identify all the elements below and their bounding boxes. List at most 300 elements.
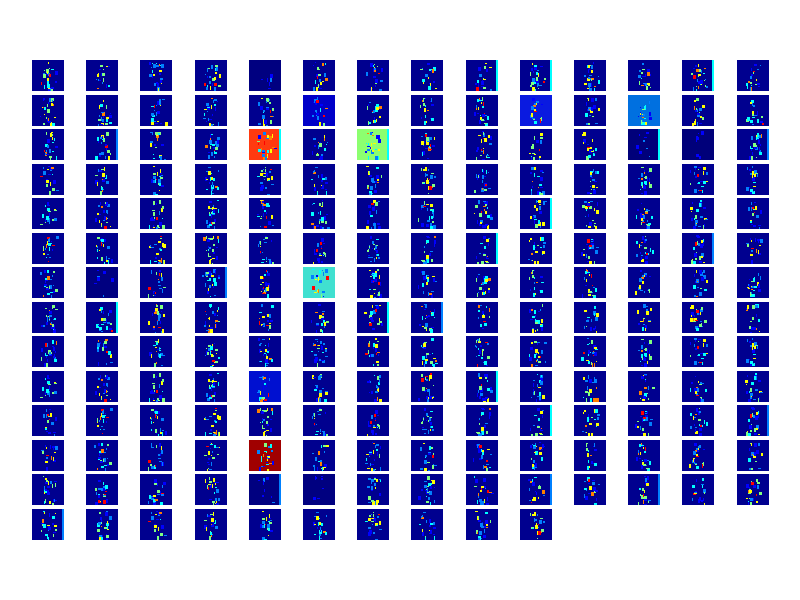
activation-blob: [706, 280, 708, 283]
activation-blob: [703, 343, 704, 347]
activation-blob: [588, 69, 589, 73]
activation-blob: [97, 343, 100, 347]
activation-blob: [258, 338, 260, 341]
activation-blob: [270, 444, 272, 448]
activation-blob: [490, 136, 492, 140]
feature-map-tile: [682, 405, 714, 436]
activation-blob: [44, 85, 45, 89]
activation-blob: [207, 111, 208, 112]
activation-blob: [376, 245, 378, 246]
activation-blob: [540, 411, 543, 414]
activation-blob: [371, 147, 372, 149]
activation-blob: [541, 237, 544, 241]
activation-blob: [268, 221, 271, 225]
activation-blob: [699, 428, 702, 431]
activation-blob: [372, 207, 375, 211]
activation-blob: [369, 530, 372, 534]
activation-blob: [211, 275, 214, 277]
activation-blob: [218, 321, 220, 322]
activation-blob: [374, 225, 376, 229]
feature-map-tile: [357, 60, 389, 91]
activation-blob: [702, 383, 704, 384]
activation-blob: [762, 123, 764, 125]
activation-blob: [264, 120, 267, 124]
activation-blob: [642, 428, 644, 431]
activation-blob: [753, 71, 755, 72]
activation-blob: [267, 150, 269, 153]
activation-blob: [379, 521, 381, 525]
activation-blob: [312, 453, 314, 454]
activation-blob: [49, 149, 51, 153]
activation-blob: [154, 363, 156, 367]
activation-blob: [162, 391, 163, 392]
feature-map-tile: [628, 95, 660, 126]
activation-blob: [211, 191, 212, 195]
activation-blob: [641, 120, 642, 124]
activation-blob: [479, 386, 482, 390]
activation-blob: [703, 167, 706, 170]
activation-blob: [703, 225, 704, 229]
activation-blob: [428, 292, 429, 296]
activation-blob: [268, 393, 269, 397]
activation-blob: [271, 176, 273, 180]
activation-blob: [542, 304, 543, 307]
activation-blob: [756, 376, 757, 380]
activation-blob: [540, 137, 543, 139]
activation-blob: [750, 443, 751, 444]
activation-blob: [424, 468, 427, 471]
activation-blob: [52, 305, 53, 309]
activation-blob: [204, 113, 205, 116]
activation-blob: [320, 82, 322, 85]
activation-blob: [750, 148, 753, 149]
activation-blob: [428, 452, 431, 453]
activation-blob: [261, 216, 262, 217]
activation-blob: [266, 444, 267, 445]
activation-blob: [47, 378, 50, 379]
activation-blob: [748, 81, 750, 83]
tile-edge-highlight: [712, 233, 714, 264]
activation-blob: [640, 452, 641, 455]
activation-blob: [753, 327, 756, 330]
activation-blob: [425, 74, 428, 77]
feature-map-tile: [411, 509, 443, 540]
activation-blob: [157, 321, 158, 325]
activation-blob: [750, 388, 752, 392]
feature-map-tile: [195, 95, 227, 126]
activation-blob: [148, 287, 151, 290]
activation-blob: [476, 346, 477, 348]
activation-blob: [753, 290, 755, 291]
activation-blob: [541, 375, 542, 377]
activation-blob: [371, 468, 373, 471]
activation-blob: [160, 173, 162, 174]
tile-edge-highlight: [496, 371, 498, 402]
activation-blob: [374, 399, 377, 402]
activation-blob: [153, 158, 155, 159]
activation-blob: [153, 292, 154, 294]
activation-blob: [52, 340, 54, 344]
activation-blob: [325, 392, 328, 395]
activation-blob: [97, 418, 98, 422]
activation-blob: [46, 389, 49, 393]
activation-blob: [322, 200, 323, 201]
activation-blob: [377, 386, 378, 389]
activation-blob: [106, 84, 107, 88]
feature-map-tile: [628, 371, 660, 402]
activation-blob: [99, 115, 100, 117]
feature-map-tile: [574, 440, 606, 471]
activation-blob: [420, 447, 422, 451]
feature-map-tile: [86, 95, 118, 126]
feature-map-tile: [682, 198, 714, 229]
activation-blob: [48, 384, 51, 385]
activation-blob: [537, 83, 539, 86]
activation-blob: [534, 219, 537, 220]
feature-map-tile: [86, 129, 118, 160]
activation-blob: [371, 521, 374, 522]
activation-blob: [212, 258, 215, 259]
activation-blob: [210, 444, 213, 445]
activation-blob: [539, 184, 542, 186]
activation-blob: [312, 204, 313, 205]
activation-blob: [214, 381, 217, 382]
activation-blob: [642, 222, 645, 223]
activation-blob: [102, 243, 103, 244]
activation-blob: [319, 409, 322, 411]
activation-blob: [100, 202, 101, 205]
activation-blob: [756, 501, 758, 503]
activation-blob: [319, 255, 322, 256]
activation-blob: [431, 480, 432, 481]
activation-blob: [49, 419, 50, 420]
activation-blob: [647, 72, 650, 76]
activation-blob: [538, 352, 539, 354]
activation-blob: [371, 500, 374, 502]
activation-blob: [47, 202, 49, 205]
activation-blob: [213, 378, 214, 380]
activation-blob: [532, 181, 533, 182]
activation-blob: [110, 323, 112, 325]
activation-blob: [428, 169, 429, 171]
activation-blob: [379, 379, 380, 383]
activation-blob: [371, 464, 374, 465]
activation-blob: [423, 291, 424, 294]
activation-blob: [587, 206, 590, 207]
activation-blob: [593, 398, 596, 402]
activation-blob: [162, 430, 164, 431]
activation-blob: [263, 204, 266, 206]
activation-blob: [160, 123, 162, 124]
activation-blob: [752, 347, 753, 350]
activation-blob: [218, 277, 220, 279]
activation-blob: [51, 456, 52, 460]
activation-blob: [313, 343, 314, 345]
activation-blob: [53, 446, 54, 450]
activation-blob: [321, 180, 323, 182]
feature-map-tile: [195, 509, 227, 540]
feature-map-tile: [32, 336, 64, 367]
activation-blob: [204, 520, 207, 521]
activation-blob: [428, 497, 430, 500]
feature-map-tile: [574, 371, 606, 402]
activation-blob: [259, 361, 260, 362]
activation-blob: [215, 152, 217, 154]
activation-blob: [212, 395, 215, 397]
activation-blob: [481, 357, 483, 359]
activation-blob: [325, 221, 327, 224]
activation-blob: [753, 498, 754, 501]
activation-blob: [326, 144, 327, 145]
activation-blob: [424, 327, 427, 329]
activation-blob: [592, 285, 593, 286]
activation-blob: [532, 78, 535, 82]
activation-blob: [103, 210, 105, 213]
activation-blob: [746, 484, 749, 488]
activation-blob: [477, 293, 478, 297]
activation-blob: [483, 170, 484, 173]
feature-map-tile: [140, 95, 172, 126]
activation-blob: [541, 449, 543, 450]
activation-blob: [702, 326, 703, 327]
activation-blob: [155, 257, 157, 259]
activation-blob: [758, 225, 761, 226]
activation-blob: [480, 243, 483, 244]
activation-blob: [650, 248, 651, 252]
activation-blob: [208, 288, 209, 291]
activation-blob: [368, 527, 371, 529]
activation-blob: [52, 188, 55, 191]
activation-blob: [642, 488, 644, 491]
activation-blob: [268, 343, 269, 347]
activation-blob: [585, 285, 587, 286]
activation-blob: [269, 205, 270, 207]
activation-blob: [758, 434, 760, 435]
activation-blob: [479, 445, 482, 448]
activation-blob: [539, 85, 542, 86]
activation-blob: [321, 445, 322, 448]
activation-blob: [106, 66, 108, 67]
activation-blob: [262, 206, 264, 209]
activation-blob: [97, 246, 98, 248]
activation-blob: [266, 430, 269, 431]
activation-blob: [324, 73, 326, 77]
activation-blob: [543, 245, 545, 248]
activation-blob: [698, 167, 701, 168]
activation-blob: [44, 70, 45, 71]
activation-blob: [587, 147, 590, 148]
activation-blob: [367, 133, 369, 134]
activation-blob: [212, 311, 214, 314]
activation-blob: [369, 122, 371, 124]
activation-blob: [206, 171, 208, 172]
activation-blob: [474, 213, 475, 214]
activation-blob: [588, 483, 590, 484]
activation-blob: [47, 276, 50, 280]
activation-blob: [540, 133, 543, 136]
activation-blob: [315, 312, 318, 313]
feature-map-tile: [357, 405, 389, 436]
activation-blob: [644, 459, 647, 462]
activation-blob: [104, 226, 107, 229]
activation-blob: [206, 189, 208, 190]
activation-blob: [650, 308, 652, 311]
activation-blob: [537, 201, 538, 202]
activation-blob: [691, 305, 694, 309]
activation-blob: [644, 118, 646, 119]
activation-blob: [488, 135, 490, 138]
activation-blob: [594, 181, 597, 182]
activation-blob: [259, 321, 260, 325]
feature-map-tile: [140, 509, 172, 540]
activation-blob: [487, 154, 488, 155]
feature-map-tile: [140, 233, 172, 264]
activation-blob: [313, 138, 316, 140]
activation-blob: [268, 88, 271, 89]
activation-blob: [155, 499, 158, 501]
activation-blob: [103, 244, 104, 247]
activation-blob: [639, 458, 641, 459]
activation-blob: [158, 88, 159, 91]
activation-blob: [477, 276, 478, 278]
activation-blob: [372, 150, 374, 152]
activation-blob: [760, 65, 761, 66]
activation-blob: [217, 101, 218, 102]
activation-blob: [751, 224, 753, 225]
activation-blob: [314, 226, 316, 229]
activation-blob: [157, 494, 160, 495]
activation-blob: [427, 220, 430, 222]
activation-blob: [370, 261, 372, 262]
activation-blob: [639, 134, 640, 136]
activation-blob: [158, 260, 160, 261]
activation-blob: [748, 399, 751, 402]
activation-blob: [154, 525, 157, 528]
activation-blob: [267, 194, 270, 195]
activation-blob: [208, 487, 209, 490]
activation-blob: [641, 72, 643, 74]
activation-blob: [646, 465, 647, 466]
activation-blob: [314, 292, 317, 293]
activation-blob: [648, 501, 649, 503]
activation-blob: [208, 206, 210, 209]
activation-blob: [431, 173, 434, 174]
activation-blob: [543, 201, 545, 205]
activation-blob: [374, 297, 376, 298]
activation-blob: [263, 157, 265, 160]
activation-blob: [258, 135, 261, 139]
activation-blob: [158, 339, 159, 343]
activation-blob: [369, 171, 370, 174]
activation-blob: [701, 256, 703, 258]
activation-blob: [534, 282, 535, 284]
feature-map-tile: [682, 164, 714, 195]
activation-blob: [539, 452, 542, 455]
activation-blob: [272, 411, 273, 415]
activation-blob: [213, 355, 214, 357]
activation-blob: [591, 98, 594, 102]
activation-blob: [589, 466, 590, 468]
activation-blob: [420, 105, 421, 108]
activation-blob: [259, 467, 261, 471]
activation-blob: [423, 206, 426, 207]
activation-blob: [423, 418, 424, 420]
activation-blob: [647, 361, 648, 364]
activation-blob: [690, 183, 691, 185]
activation-blob: [327, 142, 328, 143]
activation-blob: [324, 451, 325, 453]
activation-blob: [148, 294, 149, 298]
activation-blob: [101, 488, 103, 491]
activation-blob: [212, 83, 213, 86]
activation-blob: [475, 205, 478, 208]
feature-map-tile: [520, 440, 552, 471]
activation-blob: [696, 328, 699, 331]
activation-blob: [313, 262, 314, 264]
activation-blob: [695, 65, 697, 67]
activation-blob: [153, 495, 156, 497]
activation-blob: [40, 272, 42, 275]
activation-blob: [106, 395, 108, 396]
feature-map-tile: [249, 60, 281, 91]
activation-blob: [42, 387, 44, 391]
activation-blob: [205, 432, 206, 436]
activation-blob: [702, 117, 704, 120]
activation-blob: [107, 529, 109, 530]
feature-map-tile: [628, 129, 660, 160]
activation-blob: [104, 527, 107, 529]
feature-map-tile: [628, 302, 660, 333]
activation-blob: [49, 247, 50, 251]
activation-blob: [271, 240, 272, 242]
activation-blob: [209, 247, 211, 249]
activation-blob: [640, 107, 641, 108]
activation-blob: [696, 395, 699, 396]
activation-blob: [427, 488, 428, 492]
activation-blob: [105, 178, 107, 179]
activation-blob: [49, 74, 51, 77]
activation-blob: [591, 241, 593, 242]
activation-blob: [543, 495, 545, 496]
activation-blob: [535, 463, 537, 467]
activation-blob: [260, 182, 263, 184]
activation-blob: [257, 176, 260, 177]
activation-blob: [748, 502, 749, 505]
activation-blob: [595, 349, 598, 350]
activation-blob: [540, 247, 542, 248]
activation-blob: [589, 115, 591, 116]
activation-blob: [746, 384, 747, 385]
activation-blob: [596, 331, 597, 333]
activation-blob: [700, 312, 701, 315]
tile-edge-highlight: [767, 129, 769, 160]
activation-blob: [421, 223, 424, 227]
activation-blob: [584, 488, 587, 490]
activation-blob: [376, 479, 378, 482]
activation-blob: [262, 418, 263, 420]
activation-blob: [216, 324, 217, 328]
activation-blob: [482, 315, 485, 318]
activation-blob: [696, 456, 699, 457]
activation-blob: [216, 430, 217, 432]
activation-blob: [434, 244, 435, 247]
activation-blob: [266, 125, 268, 126]
activation-blob: [481, 139, 482, 143]
activation-blob: [643, 447, 644, 449]
activation-blob: [106, 256, 107, 260]
activation-blob: [588, 460, 589, 463]
activation-blob: [212, 365, 214, 366]
